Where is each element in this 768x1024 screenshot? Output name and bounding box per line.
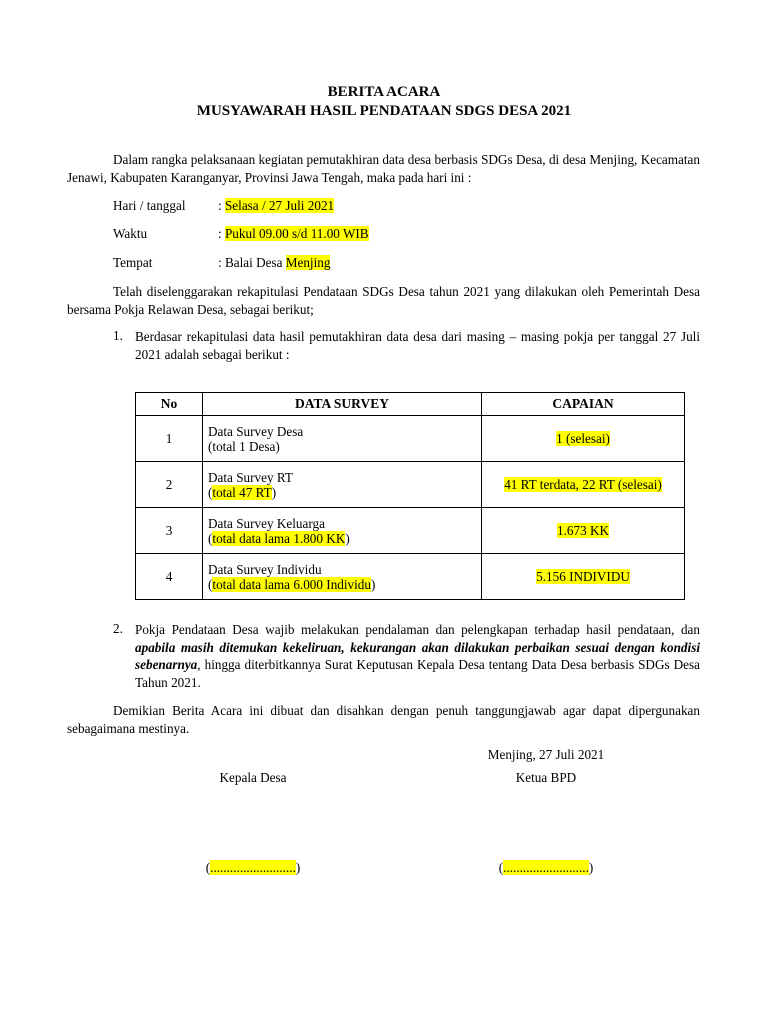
place-value: Menjing (285, 255, 331, 270)
header-data-survey: DATA SURVEY (203, 393, 482, 416)
row-capaian: 1.673 KK (482, 508, 685, 554)
day-value: Selasa / 27 Juli 2021 (224, 198, 335, 213)
table-row (136, 462, 685, 508)
header-no: No (136, 393, 203, 416)
day-field: : Selasa / 27 Juli 2021 (218, 198, 335, 213)
intro-paragraph: Dalam rangka pelaksanaan kegiatan pemutakhiran data desa berbasis SDGs Desa, di desa Menjing, Kecamatan Jenawi, Kabupaten Karanganyar, Provinsi Jawa Tengah, maka pada hari ini : (67, 152, 700, 185)
table-header-row (136, 393, 685, 416)
emphasis-text: apabila masih ditemukan kekeliruan, kekurangan akan dilakukan perbaikan sesuai dengan kondisi sebenarnya (135, 639, 700, 672)
statement-paragraph: Telah diselenggarakan rekapitulasi Pendataan SDGs Desa tahun 2021 yang dilakukan oleh Pemerintah Desa bersama Pokja Relawan Desa, sebagai berikut; (67, 284, 700, 317)
list-item-text: Berdasar rekapitulasi data hasil pemutakhiran data desa dari masing – masing pokja per tanggal 27 Juli 2021 adalah sebagai berikut : (135, 329, 700, 362)
survey-detail: (total data lama 6.000 Individu) (208, 576, 376, 592)
row-no: 1 (136, 416, 203, 462)
list-number: 1. (113, 328, 123, 343)
time-field: : Pukul 09.00 s/d 11.00 WIB (218, 226, 369, 241)
row-data-survey (203, 554, 482, 600)
table-row (136, 554, 685, 600)
survey-detail: (total data lama 1.800 KK) (208, 530, 350, 546)
survey-title: Data Survey Desa (208, 423, 304, 439)
place-label: Tempat (113, 255, 153, 270)
row-no: 2 (136, 462, 203, 508)
closing-paragraph: Demikian Berita Acara ini dibuat dan disahkan dengan penuh tanggungjawab agar dapat dipergunakan sebagaimana mestinya. (67, 703, 700, 736)
survey-title: Data Survey Keluarga (208, 515, 325, 531)
survey-title: Data Survey Individu (208, 561, 322, 577)
header-capaian: CAPAIAN (482, 393, 685, 416)
row-data-survey (203, 508, 482, 554)
row-no: 3 (136, 508, 203, 554)
survey-table (135, 392, 685, 600)
signature-left-role: Kepala Desa (219, 770, 287, 785)
time-label: Waktu (113, 226, 148, 241)
row-capaian: 41 RT terdata, 22 RT (selesai) (482, 462, 685, 508)
signature-left-blank: (..........................) (205, 860, 301, 875)
survey-detail: (total 1 Desa) (208, 438, 280, 454)
survey-title: Data Survey RT (208, 469, 293, 485)
row-data-survey (203, 416, 482, 462)
signature-right-blank: (..........................) (498, 860, 594, 875)
table-row (136, 508, 685, 554)
document-title: BERITA ACARA (327, 84, 441, 100)
list-item-text: Pokja Pendataan Desa wajib melakukan pendalaman dan pelengkapan terhadap hasil pendataan, dan apabila masih ditemukan kekeliruan, kekurangan akan dilakukan perbaikan sesuai dengan kondisi sebenarnya, hingga diterbitkannya Surat Keputusan Kepala Desa tentang Data Desa berbasis SDGs Desa Tahun 2021. (135, 622, 700, 690)
signature-right-role: Ketua BPD (515, 770, 577, 785)
row-capaian: 1 (selesai) (482, 416, 685, 462)
table-row (136, 416, 685, 462)
row-data-survey (203, 462, 482, 508)
day-label: Hari / tanggal (113, 198, 186, 213)
row-capaian: 5.156 INDIVIDU (482, 554, 685, 600)
time-value: Pukul 09.00 s/d 11.00 WIB (224, 226, 369, 241)
document-subtitle: MUSYAWARAH HASIL PENDATAAN SDGS DESA 2021 (196, 103, 572, 119)
list-number: 2. (113, 621, 123, 636)
place-field: : Balai Desa Menjing (218, 255, 331, 270)
signature-place-date: Menjing, 27 Juli 2021 (487, 747, 605, 762)
row-no: 4 (136, 554, 203, 600)
survey-detail: (total 47 RT) (208, 484, 277, 500)
